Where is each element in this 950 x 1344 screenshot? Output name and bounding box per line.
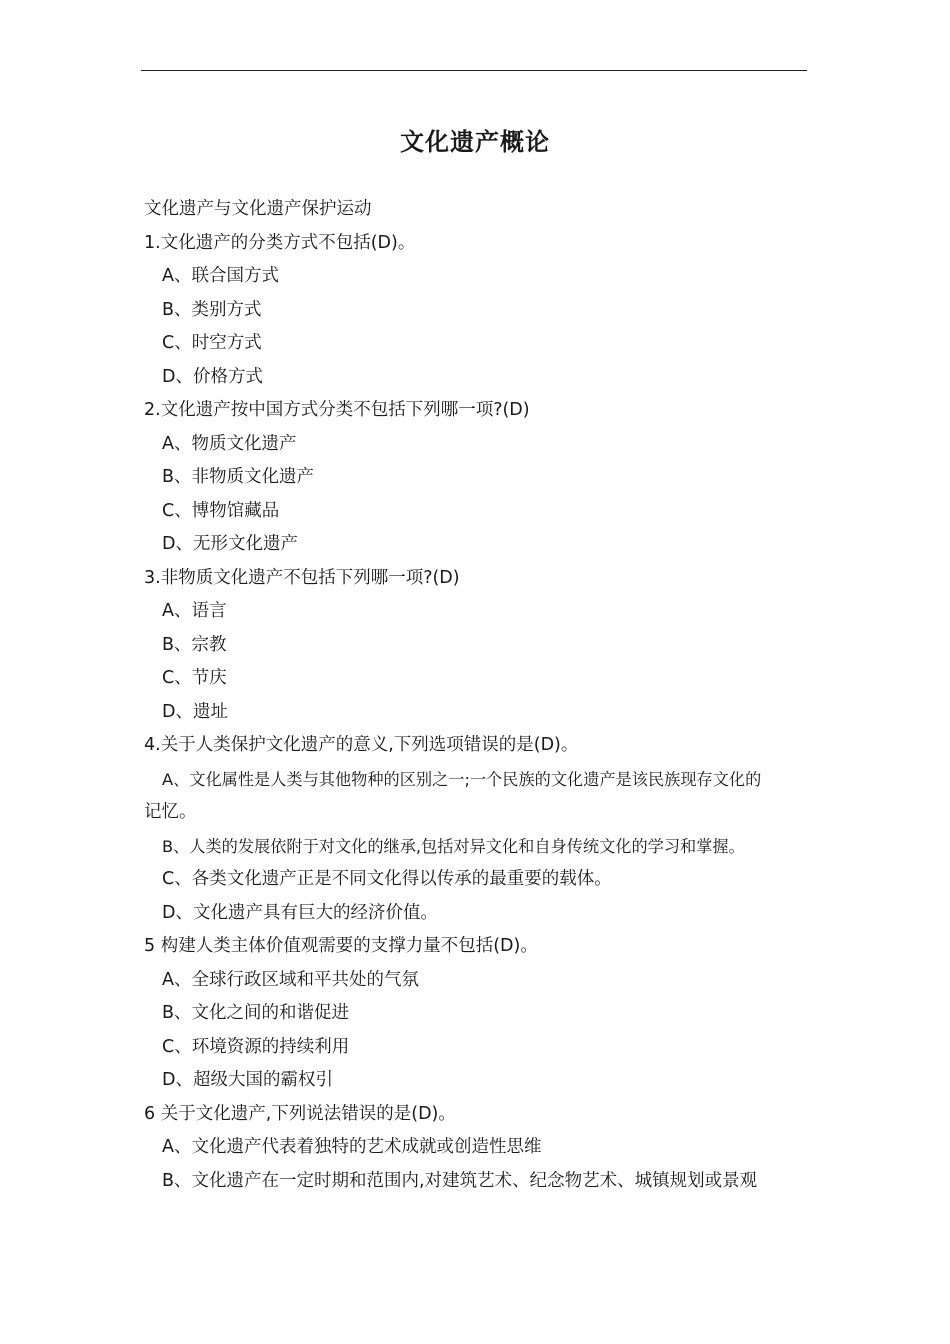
q5-option-b: B、文化之间的和谐促进: [162, 1003, 350, 1023]
q4-option-d: D、文化遗产具有巨大的经济价值。: [162, 902, 438, 923]
question-6: 6 关于文化遗产,下列说法错误的是(D)。: [144, 1103, 456, 1124]
question-3: 3.非物质文化遗产不包括下列哪一项?(D): [144, 567, 460, 588]
q1-option-a: A、联合国方式: [162, 266, 279, 286]
header-rule: [141, 70, 807, 71]
q2-option-c: C、博物馆藏品: [162, 500, 280, 521]
q1-option-d: D、价格方式: [162, 366, 263, 387]
document-body: [144, 193, 810, 1198]
q6-option-a: A、文化遗产代表着独特的艺术成就或创造性思维: [162, 1137, 542, 1157]
q4-option-b: B、人类的发展依附于对文化的继承,包括对异文化和自身传统文化的学习和掌握。: [162, 836, 745, 856]
q3-option-a: A、语言: [162, 601, 227, 621]
q4-option-a-continued: 记忆。: [144, 802, 197, 822]
q1-option-c: C、时空方式: [162, 333, 262, 353]
section-heading: 文化遗产与文化遗产保护运动: [144, 199, 372, 219]
q5-option-d: D、超级大国的霸权引: [162, 1070, 333, 1090]
q2-option-b: B、非物质文化遗产: [162, 467, 315, 487]
q6-option-b: B、文化遗产在一定时期和范围内,对建筑艺术、纪念物艺术、城镇规划或景观: [162, 1170, 758, 1191]
q4-option-a: A、文化属性是人类与其他物种的区别之一;一个民族的文化遗产是该民族现存文化的: [162, 769, 762, 789]
question-4: 4.关于人类保护文化遗产的意义,下列选项错误的是(D)。: [144, 735, 579, 755]
q5-option-c: C、环境资源的持续利用: [162, 1036, 350, 1057]
q2-option-a: A、物质文化遗产: [162, 433, 297, 454]
q2-option-d: D、无形文化遗产: [162, 534, 298, 554]
q5-option-a: A、全球行政区域和平共处的气氛: [162, 969, 419, 990]
question-1: 1.文化遗产的分类方式不包括(D)。: [144, 232, 416, 253]
q3-option-d: D、遗址: [162, 701, 228, 722]
question-2: 2.文化遗产按中国方式分类不包括下列哪一项?(D): [144, 400, 530, 420]
page-title: 文化遗产概论: [400, 128, 550, 156]
q1-option-b: B、类别方式: [162, 299, 262, 320]
q4-option-c: C、各类文化遗产正是不同文化得以传承的最重要的载体。: [162, 869, 612, 889]
q3-option-b: B、宗教: [162, 634, 227, 655]
q3-option-c: C、节庆: [162, 668, 227, 688]
question-5: 5 构建人类主体价值观需要的支撑力量不包括(D)。: [144, 936, 538, 956]
